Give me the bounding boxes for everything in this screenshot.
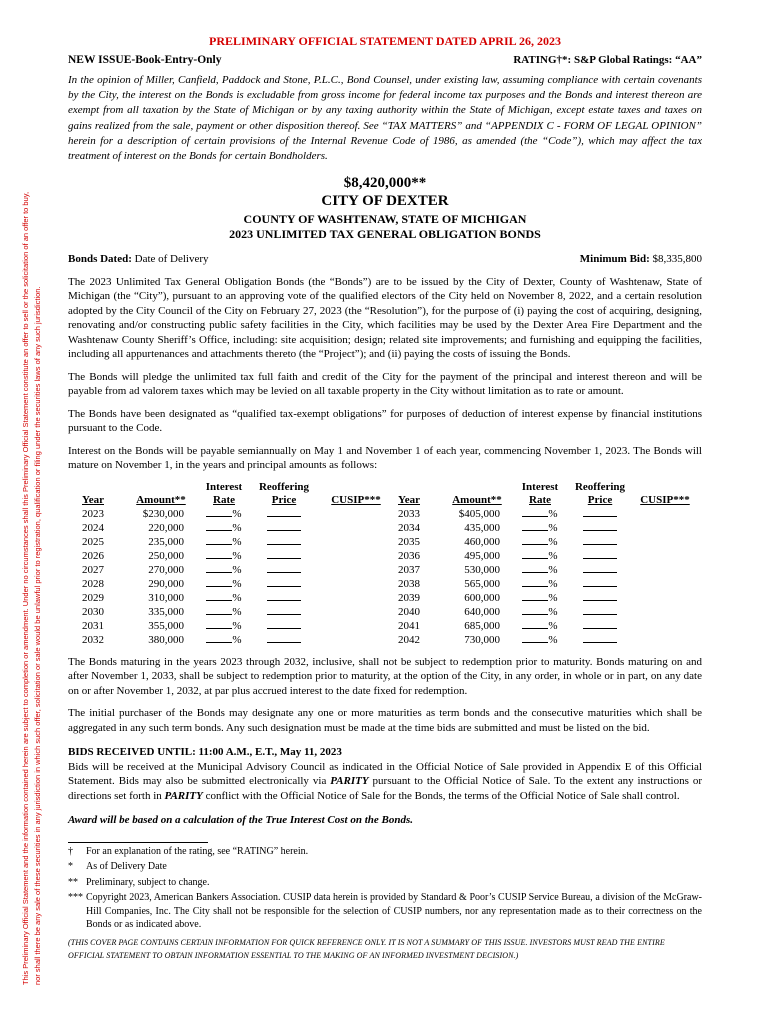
blank-line — [583, 633, 617, 643]
reoffering-price-blank — [254, 563, 314, 577]
blank-line — [206, 619, 232, 629]
interest-rate-blank — [194, 605, 254, 619]
bonds-dated: Bonds Dated: Date of Delivery — [68, 253, 209, 266]
blank-line — [206, 633, 232, 643]
spacer-cell — [68, 633, 82, 647]
side-disclaimer-line-1: This Preliminary Official Statement and the information contained herein are subject to completion or amendment. Under no circumstances shall this Preliminary Official Statement constitute an offer to sell or the solicitation of an offer to buy, — [21, 191, 30, 985]
interest-rate-blank — [510, 521, 570, 535]
blank-line — [522, 633, 548, 643]
term-bonds-paragraph: The initial purchaser of the Bonds may designate any one or more maturities as term bonds and the consecutive maturities which shall be aggregated in any such term bonds. Any such designation must be made at the time bids are submitted and must be listed on the bid. — [68, 707, 702, 734]
bids-heading: BIDS RECEIVED UNTIL: 11:00 A.M., E.T., May 11, 2023 — [68, 746, 342, 759]
reoffering-price-blank — [570, 591, 630, 605]
interest-header-top: Interest — [521, 480, 559, 493]
interest-rate-blank — [510, 507, 570, 521]
percent-sign: % — [548, 619, 558, 632]
percent-sign: % — [232, 619, 242, 632]
percent-sign: % — [548, 521, 558, 534]
reoffering-price-blank — [570, 521, 630, 535]
table-row — [68, 577, 700, 591]
blank-line — [267, 605, 301, 615]
maturity-amount: 355,000 — [148, 619, 184, 632]
spacer-cell — [68, 507, 82, 521]
interest-rate-blank — [510, 633, 570, 647]
footnote-divider — [68, 842, 208, 843]
maturity-year: 2040 — [398, 605, 420, 618]
blank-line — [206, 549, 232, 559]
minimum-bid: Minimum Bid: $8,335,800 — [579, 253, 702, 266]
maturity-year: 2030 — [82, 605, 104, 618]
cusip-cell — [630, 633, 700, 647]
blank-line — [267, 563, 301, 573]
maturity-amount: 270,000 — [148, 563, 184, 576]
issuer-county: COUNTY OF WASHTENAW, STATE OF MICHIGAN — [243, 212, 527, 227]
table-row — [68, 521, 700, 535]
rate-header: Rate — [529, 493, 551, 506]
spacer-cell — [68, 619, 82, 633]
reoffering-header-top: Reoffering — [258, 480, 310, 493]
maturity-amount: $405,000 — [458, 507, 500, 520]
blank-line — [522, 507, 548, 517]
price-header: Price — [271, 493, 297, 506]
cusip-cell — [314, 605, 398, 619]
blank-line — [583, 549, 617, 559]
maturity-year: 2039 — [398, 591, 420, 604]
cusip-header: CUSIP*** — [331, 493, 381, 506]
percent-sign: % — [548, 633, 558, 646]
percent-sign: % — [548, 563, 558, 576]
maturity-amount: 565,000 — [464, 577, 500, 590]
percent-sign: % — [232, 633, 242, 646]
cusip-cell — [314, 521, 398, 535]
maturity-schedule-table — [68, 481, 700, 647]
reoffering-price-blank — [254, 577, 314, 591]
interest-rate-blank — [194, 521, 254, 535]
footnote-text: Copyright 2023, American Bankers Association. CUSIP data herein is provided by Standard & Poor’s CUSIP Service Bureau, a division of the McGraw-Hill Companies, Inc. The City shall not be responsible for the selection of CUSIP numbers, nor any representation made as to their correctness on the Bonds or as indicated above. — [86, 892, 702, 931]
percent-sign: % — [232, 563, 242, 576]
reoffering-price-blank — [570, 619, 630, 633]
maturity-amount: 530,000 — [464, 563, 500, 576]
blank-line — [522, 619, 548, 629]
blank-line — [267, 535, 301, 545]
bond-title: 2023 UNLIMITED TAX GENERAL OBLIGATION BONDS — [229, 227, 541, 242]
reoffering-price-blank — [254, 549, 314, 563]
maturity-year: 2031 — [82, 619, 104, 632]
blank-line — [206, 605, 232, 615]
maturity-amount: 310,000 — [148, 591, 184, 604]
cusip-cell — [630, 535, 700, 549]
interest-rate-blank — [510, 549, 570, 563]
table-row — [68, 619, 700, 633]
footnote-text: Preliminary, subject to change. — [86, 876, 210, 888]
blank-line — [583, 591, 617, 601]
percent-sign: % — [232, 535, 242, 548]
interest-rate-blank — [194, 591, 254, 605]
blank-line — [522, 563, 548, 573]
reoffering-price-blank — [570, 605, 630, 619]
maturity-year: 2029 — [82, 591, 104, 604]
reoffering-price-blank — [570, 507, 630, 521]
interest-rate-blank — [194, 549, 254, 563]
interest-rate-blank — [510, 535, 570, 549]
document-title: PRELIMINARY OFFICIAL STATEMENT DATED APRIL 26, 2023 — [209, 34, 561, 48]
cusip-cell — [630, 521, 700, 535]
reoffering-price-blank — [570, 577, 630, 591]
bids-paragraph: Bids will be received at the Municipal Advisory Council as indicated in the Official Notice of Sale provided in Appendix E of this Official Statement. Bids may also be submitted electronically via PARITY pursuant to the Official Notice of Sale. To the extent any instructions or directions set forth in PARITY conflict with the Official Notice of Sale for the Bonds, the terms of the Official Notice of Sale shall control. — [68, 760, 702, 802]
percent-sign: % — [548, 577, 558, 590]
blank-line — [583, 563, 617, 573]
blank-line — [206, 535, 232, 545]
reoffering-price-blank — [254, 591, 314, 605]
price-header: Price — [587, 493, 613, 506]
spacer-cell — [68, 563, 82, 577]
cusip-cell — [314, 535, 398, 549]
blank-line — [522, 605, 548, 615]
reoffering-price-blank — [570, 549, 630, 563]
amount-header: Amount** — [136, 493, 186, 506]
maturity-amount: 380,000 — [148, 633, 184, 646]
reoffering-header-top: Reoffering — [574, 480, 626, 493]
footnote-symbol: * — [68, 861, 73, 873]
reoffering-price-blank — [570, 563, 630, 577]
footnotes — [68, 845, 702, 932]
cusip-cell — [630, 549, 700, 563]
maturity-year: 2027 — [82, 563, 104, 576]
cusip-cell — [630, 591, 700, 605]
cusip-cell — [630, 563, 700, 577]
maturity-amount: 290,000 — [148, 577, 184, 590]
maturity-year: 2025 — [82, 535, 104, 548]
maturity-year: 2038 — [398, 577, 420, 590]
blank-line — [522, 549, 548, 559]
blank-line — [206, 591, 232, 601]
reoffering-price-blank — [254, 633, 314, 647]
tax-exempt-paragraph: The Bonds have been designated as “qualified tax-exempt obligations” for purposes of deduction of interest expense by financial institutions pursuant to the Code. — [68, 407, 702, 435]
interest-rate-blank — [194, 507, 254, 521]
dated-row — [68, 252, 702, 267]
cusip-cell — [630, 577, 700, 591]
new-issue-label: NEW ISSUE-Book-Entry-Only — [68, 53, 222, 66]
blank-line — [583, 577, 617, 587]
cusip-cell — [630, 619, 700, 633]
maturity-year: 2042 — [398, 633, 420, 646]
table-row — [68, 549, 700, 563]
bond-counsel-opinion: In the opinion of Miller, Canfield, Paddock and Stone, P.L.C., Bond Counsel, under existing law, assuming compliance with certain covenants by the City, the interest on the Bonds is excludable from gross income for federal income tax purposes and the Bonds and interest thereon are exempt from all taxation by the State of Michigan or by any taxing authority within the State of Michigan, except estate taxes and taxes on gains realized from the sale, payment or other disposition thereof. See “TAX MATTERS” and “APPENDIX C - FORM OF LEGAL OPINION” herein for a description of certain provisions of the Internal Revenue Code of 1986, as amended (the “Code”), which may affect the tax treatment of interest on the Bonds for certain Bondholders. — [68, 74, 702, 163]
maturity-amount: 730,000 — [464, 633, 500, 646]
security-paragraph: The Bonds will pledge the unlimited tax full faith and credit of the City for the payment of the principal and interest thereon and will be payable from ad valorem taxes which may be levied on all taxable property in the City without limitation as to rate or amount. — [68, 370, 702, 398]
blank-line — [583, 535, 617, 545]
interest-rate-blank — [510, 591, 570, 605]
table-row — [68, 605, 700, 619]
percent-sign: % — [548, 549, 558, 562]
interest-rate-blank — [194, 577, 254, 591]
percent-sign: % — [232, 605, 242, 618]
interest-rate-blank — [194, 563, 254, 577]
issue-header-row — [68, 53, 702, 68]
table-row — [68, 591, 700, 605]
maturity-year: 2037 — [398, 563, 420, 576]
purpose-paragraph: The 2023 Unlimited Tax General Obligation Bonds (the “Bonds”) are to be issued by the City of Dexter, County of Washtenaw, State of Michigan (the “City”), pursuant to an approving vote of the qualified electors of the City held on November 8, 2022, and a certain resolution adopted by the City Council of the City on February 27, 2023 (the “Resolution”), for the purpose of (i) paying the cost of acquiring, designing, renovating and/or constructing public safety facilities in the City, which facilities may be used by the Dexter Area Fire Department and the Washtenaw County Sheriff’s Office, including: site acquisition; design; related site improvements; and furnishing and equipping the facilities, including all appurtenances and attachments thereto (the “Project”); and (ii) paying the costs of issuing the Bonds. — [68, 275, 702, 361]
interest-header-top: Interest — [205, 480, 243, 493]
interest-rate-blank — [194, 535, 254, 549]
cusip-cell — [314, 507, 398, 521]
blank-line — [206, 577, 232, 587]
blank-line — [583, 619, 617, 629]
blank-line — [522, 591, 548, 601]
award-basis: Award will be based on a calculation of the True Interest Cost on the Bonds. — [68, 814, 414, 827]
cover-page — [68, 34, 702, 962]
blank-line — [267, 577, 301, 587]
maturity-amount: 460,000 — [464, 535, 500, 548]
table-row — [68, 633, 700, 647]
spacer-cell — [68, 549, 82, 563]
cusip-cell — [314, 577, 398, 591]
cover-page-note: (THIS COVER PAGE CONTAINS CERTAIN INFORMATION FOR QUICK REFERENCE ONLY. IT IS NOT A SUMMARY OF THIS ISSUE. INVESTORS MUST READ THE ENTIRE OFFICIAL STATEMENT TO OBTAIN INFORMATION ESSENTIAL TO THE MAKING OF AN INFORMED INVESTMENT DECISION.) — [68, 937, 665, 960]
spacer-cell — [68, 591, 82, 605]
reoffering-price-blank — [254, 605, 314, 619]
blank-line — [522, 577, 548, 587]
maturity-year: 2026 — [82, 549, 104, 562]
table-row — [68, 563, 700, 577]
year-header: Year — [398, 493, 420, 506]
footnote — [68, 891, 702, 932]
rating-label: RATING†*: S&P Global Ratings: “AA” — [513, 53, 702, 66]
amount-header: Amount** — [452, 493, 502, 506]
percent-sign: % — [548, 507, 558, 520]
interest-rate-blank — [510, 605, 570, 619]
blank-line — [267, 633, 301, 643]
redemption-paragraph: The Bonds maturing in the years 2023 through 2032, inclusive, shall not be subject to redemption prior to maturity. Bonds maturing on and after November 1, 2033, shall be subject to redemption prior to maturity, at the option of the City, in any order, in whole or in part, on any date on or after November 1, 2032, at par plus accrued interest to the date fixed for redemption. — [68, 655, 702, 697]
reoffering-price-blank — [254, 535, 314, 549]
blank-line — [267, 549, 301, 559]
footnote — [68, 860, 702, 874]
footnote — [68, 845, 702, 859]
cusip-cell — [630, 507, 700, 521]
blank-line — [522, 535, 548, 545]
year-header: Year — [82, 493, 104, 506]
interest-rate-blank — [510, 563, 570, 577]
percent-sign: % — [232, 549, 242, 562]
spacer-cell — [68, 535, 82, 549]
blank-line — [206, 563, 232, 573]
cusip-header: CUSIP*** — [640, 493, 690, 506]
table-row — [68, 535, 700, 549]
percent-sign: % — [548, 535, 558, 548]
maturity-year: 2028 — [82, 577, 104, 590]
footnote-text: For an explanation of the rating, see “RATING” herein. — [86, 845, 309, 857]
maturity-amount: 600,000 — [464, 591, 500, 604]
spacer-cell — [68, 577, 82, 591]
maturity-amount: 220,000 — [148, 521, 184, 534]
spacer-cell — [68, 605, 82, 619]
blank-line — [206, 521, 232, 531]
footnote-symbol: † — [68, 845, 73, 857]
footnote-symbol: *** — [68, 892, 83, 904]
interest-paragraph: Interest on the Bonds will be payable semiannually on May 1 and November 1 of each year, commencing November 1, 2023. The Bonds will mature on November 1, in the years and principal amounts as follows: — [68, 444, 702, 472]
maturity-year: 2034 — [398, 521, 420, 534]
maturity-amount: 685,000 — [464, 619, 500, 632]
cusip-cell — [314, 549, 398, 563]
maturity-amount: 250,000 — [148, 549, 184, 562]
interest-rate-blank — [194, 633, 254, 647]
issuer-name: CITY OF DEXTER — [321, 193, 449, 210]
maturity-year: 2036 — [398, 549, 420, 562]
maturity-year: 2032 — [82, 633, 104, 646]
footnote-symbol: ** — [68, 876, 78, 888]
cusip-cell — [314, 619, 398, 633]
reoffering-price-blank — [570, 633, 630, 647]
table-row — [68, 507, 700, 521]
blank-line — [267, 521, 301, 531]
blank-line — [267, 591, 301, 601]
maturity-year: 2024 — [82, 521, 104, 534]
cusip-cell — [314, 633, 398, 647]
percent-sign: % — [232, 577, 242, 590]
issue-amount: $8,420,000** — [343, 175, 427, 192]
percent-sign: % — [232, 591, 242, 604]
reoffering-price-blank — [254, 507, 314, 521]
rate-header: Rate — [213, 493, 235, 506]
maturity-amount: 435,000 — [464, 521, 500, 534]
maturity-amount: 495,000 — [464, 549, 500, 562]
blank-line — [583, 521, 617, 531]
interest-rate-blank — [510, 619, 570, 633]
blank-line — [267, 619, 301, 629]
blank-line — [206, 507, 232, 517]
maturity-amount: 235,000 — [148, 535, 184, 548]
maturity-year: 2035 — [398, 535, 420, 548]
side-disclaimer-line-2: nor shall there be any sale of these securities in any jurisdiction in which such offer, solicitation or sale would be unlawful prior to registration, qualification or filing under the securities laws of any such jurisdiction. — [33, 286, 42, 985]
reoffering-price-blank — [570, 535, 630, 549]
footnote — [68, 876, 702, 890]
maturity-year: 2041 — [398, 619, 420, 632]
spacer-cell — [68, 521, 82, 535]
footnote-text: As of Delivery Date — [86, 861, 167, 873]
interest-rate-blank — [510, 577, 570, 591]
cusip-cell — [314, 563, 398, 577]
maturity-year: 2023 — [82, 507, 104, 520]
maturity-year: 2033 — [398, 507, 420, 520]
blank-line — [522, 521, 548, 531]
reoffering-price-blank — [254, 619, 314, 633]
cusip-cell — [314, 591, 398, 605]
reoffering-price-blank — [254, 521, 314, 535]
maturity-amount: $230,000 — [142, 507, 184, 520]
cusip-cell — [630, 605, 700, 619]
percent-sign: % — [232, 507, 242, 520]
maturity-amount: 335,000 — [148, 605, 184, 618]
percent-sign: % — [548, 605, 558, 618]
blank-line — [583, 605, 617, 615]
percent-sign: % — [548, 591, 558, 604]
interest-rate-blank — [194, 619, 254, 633]
blank-line — [583, 507, 617, 517]
side-disclaimer — [20, 25, 44, 985]
percent-sign: % — [232, 521, 242, 534]
maturity-amount: 640,000 — [464, 605, 500, 618]
blank-line — [267, 507, 301, 517]
